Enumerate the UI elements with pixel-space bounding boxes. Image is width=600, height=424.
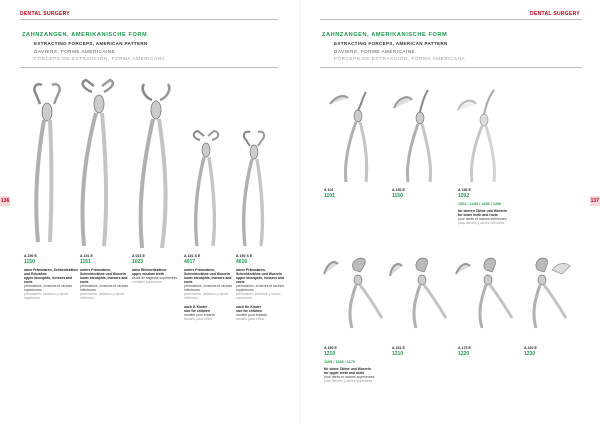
- forceps-1202-image: [452, 84, 512, 184]
- product-code: A 175 E: [458, 346, 471, 350]
- desc-es: premolares, incisivos y raíces superiores: [236, 292, 281, 300]
- forceps-1150-image: [22, 80, 72, 245]
- desc-fr: prémolaires, incisives et racines inférieures: [184, 284, 233, 292]
- desc-fr: dents de sagesse supérieures: [132, 276, 178, 280]
- product-number: 1101: [324, 193, 335, 199]
- desc-es: cordales superiores: [132, 280, 162, 284]
- product-code: A 150 E: [324, 346, 337, 350]
- right-page: [300, 0, 600, 424]
- subtitle-fr: DAVIERS, FORME AMERICAINE: [34, 49, 116, 54]
- product-number: 1150: [392, 193, 403, 199]
- product-number: 1150: [24, 259, 35, 265]
- product-number: 4016: [236, 259, 248, 265]
- section-header: DENTAL SURGERY: [20, 11, 70, 17]
- desc-fr: prémolaires, incisives et racines inférieures: [80, 284, 129, 292]
- subtitle-en: EXTRACTING FORCEPS, AMERICAN PATTERN: [334, 41, 448, 46]
- header-rule: [320, 19, 582, 20]
- desc-fr: pour dents et racines supérieures: [324, 375, 375, 379]
- forceps-1220-image: [452, 252, 518, 330]
- product-1220: [458, 346, 513, 357]
- product-number: 1220: [458, 351, 470, 357]
- desc-en: upper bicuspids, incisors and roots: [24, 276, 73, 284]
- desc-en: lower bicuspids, incisors and roots: [184, 276, 232, 284]
- product-variant-numbers: 1202 / 1203 / 1205 / 1206: [458, 202, 502, 206]
- product-code: A 023 E: [132, 254, 145, 258]
- product-1150: [24, 254, 79, 300]
- desc-es: premolares, incisivos y raíces inferiores: [184, 292, 229, 300]
- extra-fr: modèle pour enfants: [184, 313, 215, 317]
- desc-en: for upper teeth and roots: [324, 371, 365, 375]
- product-number: 1210: [392, 351, 404, 357]
- forceps-1210b-image: [386, 252, 452, 330]
- desc-fr: prémolaires, incisives et racines supérieures: [236, 284, 285, 292]
- product-number: 1230: [524, 351, 536, 357]
- product-1150-top: [392, 188, 447, 199]
- extra-de: nach II. Kinder: [184, 305, 208, 309]
- desc-es: premolares, incisivos y raíces inferiores: [80, 292, 125, 300]
- forceps-4017-image: [184, 130, 229, 248]
- forceps-1230-image: [516, 252, 582, 330]
- desc-fr: prémolaires, incisives et racines supérieures: [24, 284, 73, 292]
- desc-de: oben Prämolaren, Schneidezähne und Eckzähne: [24, 268, 79, 276]
- subtitle-es: FÓRCEPS DE EXTRACCIÓN, FORMA AMERICANA: [334, 56, 466, 61]
- extra-fr: modèle pour enfants: [236, 313, 267, 317]
- page-number: 136: [1, 198, 10, 204]
- forceps-4016-image: [232, 128, 277, 248]
- desc-de: für oberen Zähne und Wurzeln: [458, 209, 507, 213]
- subtitle-fr: DAVIERS, FORME AMERICAINE: [334, 49, 416, 54]
- desc-en: lower bicuspids, incisors and roots: [80, 276, 128, 284]
- desc-de: untere Prämolaren, Schneidezähne und Wurzeln: [80, 268, 126, 276]
- subtitle-es: FÓRCEPS DE EXTRACCIÓN, FORMA AMERICANA: [34, 56, 166, 61]
- desc-fr: pour dents et racines inférieures: [458, 217, 507, 221]
- section-header: DENTAL SURGERY: [530, 11, 580, 17]
- product-1023: [132, 254, 187, 284]
- product-1230: [524, 346, 579, 357]
- product-code: A 150 S E: [236, 254, 253, 258]
- extra-en: size for children: [184, 309, 211, 313]
- forceps-1023-image: [128, 80, 183, 250]
- product-4017: [184, 254, 239, 321]
- extra-es: tamaño para niños: [236, 317, 265, 321]
- forceps-1151-image: [72, 78, 127, 248]
- desc-de: obere Prämolaren, Schneidezähne und Wurzeln: [236, 268, 282, 276]
- desc-en: for lower teeth and roots: [458, 213, 498, 217]
- title-rule: [320, 67, 582, 68]
- product-number: 1202: [458, 193, 470, 199]
- product-number: 1023: [132, 259, 144, 265]
- product-1101: [324, 188, 379, 199]
- product-1210b: [392, 346, 447, 357]
- subtitle-en: EXTRACTING FORCEPS, AMERICAN PATTERN: [34, 41, 148, 46]
- desc-en: upper wisdom teeth: [132, 272, 165, 276]
- product-code: A 150 E: [392, 188, 405, 192]
- product-code: A 101: [324, 188, 334, 192]
- product-code: A 151 E: [80, 254, 93, 258]
- product-code: A 220 E: [524, 346, 537, 350]
- product-number: 4017: [184, 259, 196, 265]
- extra-es: tamaño para niños: [184, 317, 213, 321]
- forceps-1210-image: [320, 252, 386, 330]
- extra-en: size for children: [236, 309, 263, 313]
- desc-de: oben Weisheitszähne: [132, 268, 167, 272]
- product-4016: [236, 254, 291, 321]
- desc-es: para dientes y raíces inferiores: [458, 221, 505, 225]
- title-rule: [20, 67, 278, 68]
- product-variant-numbers: 1169 / 1165 / 1170: [324, 360, 356, 364]
- desc-de: für obere Zähne und Wurzeln: [324, 367, 371, 371]
- product-code: A 150 E: [458, 188, 471, 192]
- page-number: 137: [590, 198, 599, 204]
- page-title: ZAHNZANGEN, AMERIKANISCHE FORM: [22, 32, 148, 38]
- extra-de: nach für Kinder: [236, 305, 262, 309]
- product-code: A 151 S E: [184, 254, 201, 258]
- product-number: 1210: [324, 351, 336, 357]
- forceps-1101-image: [322, 84, 382, 184]
- product-number: 1151: [80, 259, 91, 265]
- desc-es: premolares, incisivos y raíces superiores: [24, 292, 69, 300]
- desc-en: upper bicuspids, incisors and roots: [236, 276, 285, 284]
- product-1151: [80, 254, 135, 300]
- product-code: A 150 E: [24, 254, 37, 258]
- product-code: A 151 E: [392, 346, 405, 350]
- forceps-1150-top-image: [388, 84, 448, 184]
- desc-de: untere Prämolaren, Schneidezähne und Wurzeln: [184, 268, 230, 276]
- product-1202: [458, 188, 538, 225]
- desc-es: para dientes y raíces superiores: [324, 379, 373, 383]
- page-title: ZAHNZANGEN, AMERIKANISCHE FORM: [322, 32, 448, 38]
- header-rule: [20, 19, 278, 20]
